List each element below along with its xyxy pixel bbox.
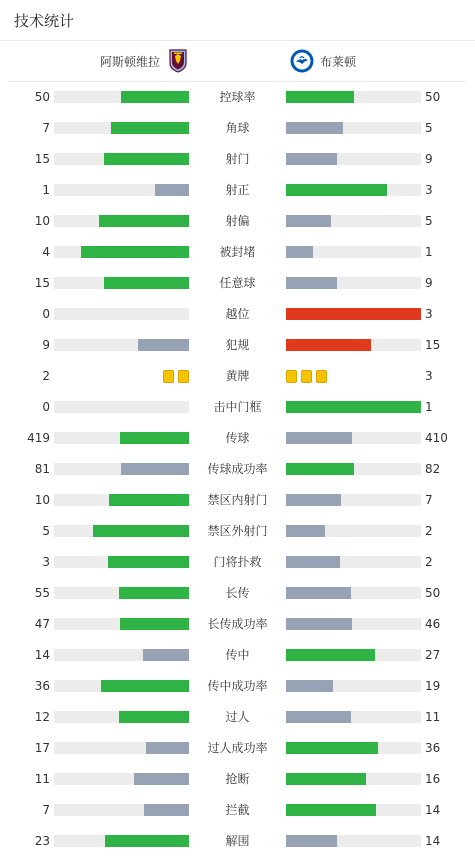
- home-stat-bar-fill: [134, 773, 189, 785]
- home-stat-value: 1: [42, 183, 50, 197]
- stat-label: 解围: [225, 834, 250, 848]
- away-stat-value: 27: [425, 648, 441, 662]
- home-stat-bar-fill: [105, 835, 189, 847]
- home-stat-value: 14: [34, 648, 50, 662]
- home-stat-bar-track: [54, 184, 189, 196]
- home-stat-bar-track: [54, 401, 189, 413]
- stat-row: [0, 702, 475, 733]
- away-stat-bar-track: [286, 773, 421, 785]
- away-stat-bar-track: [286, 246, 421, 258]
- home-stat-bar-fill: [146, 742, 189, 754]
- stat-row: [0, 206, 475, 237]
- home-stat-value: 10: [34, 493, 50, 507]
- home-stat-bar-track: [54, 835, 189, 847]
- away-stat-bar-fill: [286, 122, 343, 134]
- away-yellow-cards: [286, 370, 327, 383]
- home-stat-value: 10: [34, 214, 50, 228]
- away-stat-value: 3: [425, 183, 433, 197]
- stat-label: 射门: [225, 152, 250, 166]
- away-stat-value: 3: [425, 307, 433, 321]
- home-stat-bar-track: [54, 308, 189, 320]
- home-stat-bar-fill: [119, 711, 189, 723]
- stat-label: 被封堵: [219, 245, 256, 259]
- home-stat-bar-track: [54, 773, 189, 785]
- away-stat-value: 11: [425, 710, 441, 724]
- home-stat-bar-fill: [111, 122, 189, 134]
- away-stat-bar-fill: [286, 711, 351, 723]
- stat-label: 过人成功率: [207, 741, 268, 755]
- stat-row: [0, 268, 475, 299]
- stat-label: 射正: [225, 183, 250, 197]
- away-stat-bar-fill: [286, 246, 313, 258]
- away-stat-value: 16: [425, 772, 441, 786]
- home-stat-bar-fill: [120, 432, 189, 444]
- stat-row: [0, 671, 475, 702]
- home-stat-bar-fill: [119, 587, 189, 599]
- away-stat-bar-fill: [286, 835, 337, 847]
- home-stat-value: 0: [42, 400, 50, 414]
- home-yellow-cards: [163, 370, 189, 383]
- yellow-card-icon: [301, 370, 312, 383]
- stat-label: 黄牌: [225, 369, 250, 383]
- stat-label: 长传成功率: [207, 617, 268, 631]
- away-stat-value: 7: [425, 493, 433, 507]
- stat-label: 长传: [225, 586, 250, 600]
- away-stat-bar-fill: [286, 556, 340, 568]
- away-stat-bar-fill: [286, 618, 352, 630]
- home-stat-value: 2: [42, 369, 50, 383]
- stat-label: 任意球: [219, 276, 256, 290]
- home-stat-bar-track: [54, 153, 189, 165]
- home-stat-bar-fill: [108, 556, 189, 568]
- away-stat-value: 50: [425, 90, 441, 104]
- home-stat-value: 15: [34, 152, 50, 166]
- home-stat-value: 50: [34, 90, 50, 104]
- home-stat-bar-fill: [121, 463, 189, 475]
- stat-label: 传球: [225, 431, 250, 445]
- away-stat-bar-fill: [286, 432, 352, 444]
- stat-label: 拦截: [225, 803, 250, 817]
- stat-row: [0, 330, 475, 361]
- home-stat-bar-track: [54, 525, 189, 537]
- away-stat-bar-track: [286, 401, 421, 413]
- home-stat-bar-fill: [120, 618, 189, 630]
- home-stat-bar-track: [54, 432, 189, 444]
- home-stat-value: 3: [42, 555, 50, 569]
- home-stat-value: 81: [34, 462, 50, 476]
- stat-row: [0, 361, 475, 392]
- away-stat-bar-track: [286, 835, 421, 847]
- away-stat-bar-fill: [286, 525, 325, 537]
- home-stat-bar-fill: [143, 649, 189, 661]
- stats-header: [0, 0, 475, 41]
- home-stat-value: 17: [34, 741, 50, 755]
- stat-label: 越位: [225, 307, 250, 321]
- home-stat-bar-fill: [104, 277, 189, 289]
- stat-row: [0, 733, 475, 764]
- away-stat-bar-fill: [286, 339, 371, 351]
- away-stat-bar-fill: [286, 184, 387, 196]
- stat-label: 角球: [225, 121, 250, 135]
- home-stat-bar-track: [54, 711, 189, 723]
- away-stat-value: 9: [425, 152, 433, 166]
- home-stat-value: 4: [42, 245, 50, 259]
- away-stat-bar-track: [286, 339, 421, 351]
- home-stat-value: 419: [27, 431, 50, 445]
- stat-row: [0, 113, 475, 144]
- home-stat-value: 7: [42, 803, 50, 817]
- stat-label: 传球成功率: [207, 462, 268, 476]
- away-stat-value: 14: [425, 803, 441, 817]
- stat-label: 过人: [225, 710, 250, 724]
- away-stat-bar-fill: [286, 587, 351, 599]
- stat-row: [0, 237, 475, 268]
- away-stat-bar-track: [286, 556, 421, 568]
- home-stat-bar-fill: [101, 680, 189, 692]
- away-stat-bar-track: [286, 587, 421, 599]
- away-team[interactable]: [290, 49, 356, 73]
- stat-row: [0, 795, 475, 826]
- away-stat-value: 14: [425, 834, 441, 848]
- stat-row: [0, 144, 475, 175]
- stat-row: [0, 578, 475, 609]
- home-stat-bar-track: [54, 804, 189, 816]
- stat-row: [0, 423, 475, 454]
- yellow-card-icon: [178, 370, 189, 383]
- away-stat-value: 82: [425, 462, 441, 476]
- stat-label: 传中成功率: [207, 679, 268, 693]
- away-stat-value: 1: [425, 245, 433, 259]
- home-stat-value: 5: [42, 524, 50, 538]
- away-stat-bar-fill: [286, 649, 375, 661]
- stat-row: [0, 609, 475, 640]
- away-stat-bar-track: [286, 277, 421, 289]
- away-stat-bar-track: [286, 742, 421, 754]
- away-stat-value: 2: [425, 555, 433, 569]
- home-stat-bar-track: [54, 122, 189, 134]
- away-stat-bar-fill: [286, 804, 376, 816]
- brighton-crest-icon: [290, 49, 314, 73]
- stat-label: 击中门框: [213, 400, 262, 414]
- home-stat-value: 15: [34, 276, 50, 290]
- away-stat-bar-track: [286, 153, 421, 165]
- away-stat-bar-track: [286, 618, 421, 630]
- away-stat-value: 9: [425, 276, 433, 290]
- home-stat-value: 0: [42, 307, 50, 321]
- stat-row: [0, 392, 475, 423]
- away-stat-bar-track: [286, 494, 421, 506]
- home-stat-bar-fill: [138, 339, 189, 351]
- home-team[interactable]: [100, 49, 190, 73]
- stat-row: [0, 516, 475, 547]
- home-stat-bar-track: [54, 494, 189, 506]
- away-stat-bar-fill: [286, 277, 337, 289]
- home-stat-value: 36: [34, 679, 50, 693]
- away-stat-bar-track: [286, 432, 421, 444]
- stat-row: [0, 299, 475, 330]
- stat-row: [0, 454, 475, 485]
- away-stat-bar-track: [286, 711, 421, 723]
- away-stat-bar-fill: [286, 91, 354, 103]
- stat-row: [0, 826, 475, 857]
- stat-row: [0, 547, 475, 578]
- home-team-name: 阿斯顿维拉: [100, 54, 161, 69]
- home-stat-bar-track: [54, 215, 189, 227]
- away-stat-bar-track: [286, 308, 421, 320]
- page-title: 技术统计: [14, 12, 75, 30]
- stat-row: [0, 485, 475, 516]
- away-stat-bar-fill: [286, 401, 421, 413]
- home-stat-bar-fill: [99, 215, 189, 227]
- away-stat-bar-fill: [286, 742, 378, 754]
- home-stat-bar-track: [54, 649, 189, 661]
- away-stat-value: 2: [425, 524, 433, 538]
- home-stat-bar-fill: [144, 804, 189, 816]
- stat-label: 禁区外射门: [207, 524, 268, 538]
- away-stat-bar-fill: [286, 680, 333, 692]
- stat-row: [0, 82, 475, 113]
- away-stat-bar-track: [286, 122, 421, 134]
- stat-label: 传中: [225, 648, 250, 662]
- stat-row: [0, 175, 475, 206]
- home-stat-value: 9: [42, 338, 50, 352]
- home-stat-bar-fill: [104, 153, 189, 165]
- away-team-name: 布莱顿: [320, 54, 357, 69]
- stat-label: 犯规: [225, 338, 250, 352]
- stat-label: 控球率: [219, 90, 256, 104]
- away-stat-bar-fill: [286, 308, 421, 320]
- home-stat-bar-track: [54, 246, 189, 258]
- away-stat-value: 3: [425, 369, 433, 383]
- home-stat-bar-track: [54, 91, 189, 103]
- away-stat-value: 19: [425, 679, 441, 693]
- home-stat-value: 47: [34, 617, 50, 631]
- away-stat-value: 5: [425, 121, 433, 135]
- home-stat-bar-track: [54, 339, 189, 351]
- yellow-card-icon: [163, 370, 174, 383]
- home-stat-value: 7: [42, 121, 50, 135]
- away-stat-value: 15: [425, 338, 441, 352]
- away-stat-value: 5: [425, 214, 433, 228]
- yellow-card-icon: [316, 370, 327, 383]
- home-stat-value: 23: [34, 834, 50, 848]
- away-stat-value: 36: [425, 741, 441, 755]
- away-stat-value: 1: [425, 400, 433, 414]
- home-stat-bar-fill: [81, 246, 189, 258]
- stat-row: [0, 640, 475, 671]
- home-stat-bar-fill: [93, 525, 189, 537]
- away-stat-bar-track: [286, 463, 421, 475]
- away-stat-bar-fill: [286, 153, 337, 165]
- home-stat-bar-track: [54, 463, 189, 475]
- away-stat-value: 46: [425, 617, 441, 631]
- yellow-card-icon: [286, 370, 297, 383]
- stat-label: 抢断: [225, 772, 250, 786]
- home-stat-value: 55: [34, 586, 50, 600]
- aston-villa-crest-icon: [166, 49, 190, 73]
- home-stat-bar-fill: [109, 494, 189, 506]
- away-stat-bar-track: [286, 184, 421, 196]
- away-stat-bar-fill: [286, 494, 341, 506]
- home-stat-bar-track: [54, 680, 189, 692]
- home-stat-bar-track: [54, 277, 189, 289]
- away-stat-bar-track: [286, 649, 421, 661]
- stat-label: 门将扑救: [213, 555, 262, 569]
- home-stat-bar-track: [54, 556, 189, 568]
- away-stat-bar-fill: [286, 215, 331, 227]
- away-stat-bar-track: [286, 804, 421, 816]
- away-stat-value: 50: [425, 586, 441, 600]
- home-stat-bar-track: [54, 618, 189, 630]
- home-stat-bar-fill: [121, 91, 189, 103]
- away-stat-bar-track: [286, 525, 421, 537]
- team-header-row: [8, 41, 466, 82]
- away-stat-bar-fill: [286, 773, 366, 785]
- stat-row: [0, 764, 475, 795]
- away-stat-bar-track: [286, 680, 421, 692]
- home-stat-bar-track: [54, 742, 189, 754]
- home-stat-value: 12: [34, 710, 50, 724]
- stat-label: 禁区内射门: [207, 493, 268, 507]
- away-stat-value: 410: [425, 431, 448, 445]
- away-stat-bar-fill: [286, 463, 354, 475]
- home-stat-value: 11: [34, 772, 50, 786]
- away-stat-bar-track: [286, 215, 421, 227]
- home-stat-bar-track: [54, 587, 189, 599]
- home-stat-bar-fill: [155, 184, 189, 196]
- stat-label: 射偏: [225, 214, 250, 228]
- away-stat-bar-track: [286, 91, 421, 103]
